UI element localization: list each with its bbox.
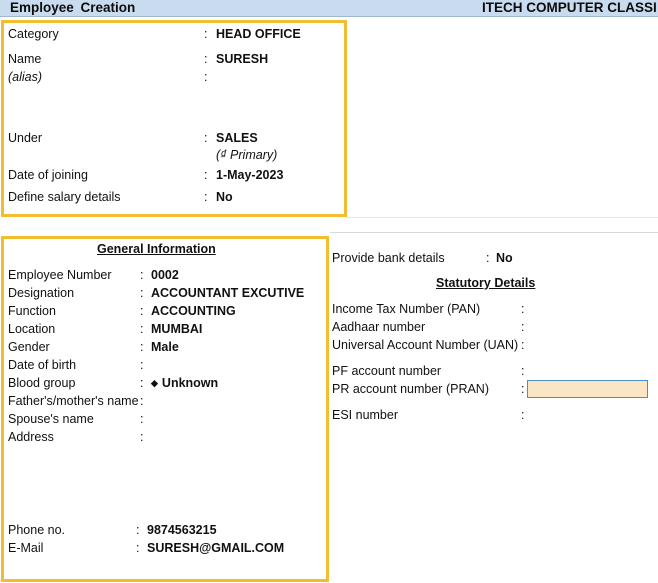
colon: : — [486, 251, 490, 265]
phone-label: Phone no. — [8, 523, 65, 537]
employee-number-field[interactable]: 0002 — [151, 268, 179, 282]
colon: : — [140, 322, 144, 336]
colon: : — [140, 268, 144, 282]
define-salary-field[interactable]: No — [216, 190, 233, 204]
section-divider — [346, 217, 658, 218]
location-field[interactable]: MUMBAI — [151, 322, 203, 336]
colon: : — [204, 131, 208, 145]
general-info-heading: General Information — [97, 242, 216, 256]
colon: : — [140, 394, 144, 408]
date-of-joining-label: Date of joining — [8, 168, 88, 182]
location-label: Location — [8, 322, 56, 336]
right-section-divider — [330, 232, 658, 233]
colon: : — [204, 27, 208, 41]
statutory-heading: Statutory Details — [436, 276, 536, 290]
esi-label: ESI number — [332, 408, 399, 422]
under-label: Under — [8, 131, 43, 145]
designation-label: Designation — [8, 286, 75, 300]
date-of-birth-label: Date of birth — [8, 358, 77, 372]
spouse-name-label: Spouse's name — [8, 412, 94, 426]
under-field[interactable]: SALES — [216, 131, 258, 145]
colon: : — [204, 190, 208, 204]
bank-details-label: Provide bank details — [332, 251, 445, 265]
colon: : — [140, 358, 144, 372]
alias-label: (alias) — [8, 70, 43, 84]
designation-field[interactable]: ACCOUNTANT EXCUTIVE — [151, 286, 305, 300]
email-field[interactable]: SURESH@GMAIL.COM — [147, 541, 285, 555]
colon: : — [521, 320, 525, 334]
colon: : — [140, 412, 144, 426]
colon: : — [521, 302, 525, 316]
diamond-icon: ◆ — [151, 378, 158, 388]
category-field[interactable]: HEAD OFFICE — [216, 27, 301, 41]
phone-field[interactable]: 9874563215 — [147, 523, 217, 537]
aadhaar-label: Aadhaar number — [332, 320, 426, 334]
top-section-highlight — [1, 20, 347, 217]
parent-name-label: Father's/mother's name — [8, 394, 139, 408]
screen-title: Employee Creation — [10, 0, 136, 15]
pan-label: Income Tax Number (PAN) — [332, 302, 481, 316]
colon: : — [140, 376, 144, 390]
name-label: Name — [8, 52, 42, 66]
colon: : — [140, 340, 144, 354]
colon: : — [204, 52, 208, 66]
colon: : — [140, 430, 144, 444]
uan-label: Universal Account Number (UAN) — [332, 338, 519, 352]
colon: : — [204, 168, 208, 182]
function-field[interactable]: ACCOUNTING — [151, 304, 236, 318]
employee-number-label: Employee Number — [8, 268, 112, 282]
blood-group-value: Unknown — [161, 376, 219, 390]
pran-label: PR account number (PRAN) — [332, 382, 490, 396]
pf-label: PF account number — [332, 364, 442, 378]
date-of-joining-field[interactable]: 1-May-2023 — [216, 168, 284, 182]
company-name: ITECH COMPUTER CLASSI — [482, 0, 657, 15]
function-label: Function — [8, 304, 56, 318]
colon: : — [521, 382, 525, 396]
bank-details-field[interactable]: No — [496, 251, 513, 265]
colon: : — [521, 408, 525, 422]
colon: : — [521, 338, 525, 352]
title-bar — [0, 0, 658, 17]
pran-input[interactable] — [527, 380, 648, 398]
colon: : — [140, 304, 144, 318]
define-salary-label: Define salary details — [8, 190, 121, 204]
colon: : — [204, 70, 208, 84]
address-label: Address — [8, 430, 54, 444]
colon: : — [136, 523, 140, 537]
colon: : — [521, 364, 525, 378]
blood-group-field[interactable] — [151, 376, 218, 390]
gender-field[interactable]: Male — [151, 340, 179, 354]
gender-label: Gender — [8, 340, 50, 354]
name-field[interactable]: SURESH — [216, 52, 269, 66]
blood-group-label: Blood group — [8, 376, 76, 390]
colon: : — [136, 541, 140, 555]
under-parent-note: (₫ Primary) — [216, 148, 278, 162]
colon: : — [140, 286, 144, 300]
category-label: Category — [8, 27, 59, 41]
email-label: E-Mail — [8, 541, 44, 555]
